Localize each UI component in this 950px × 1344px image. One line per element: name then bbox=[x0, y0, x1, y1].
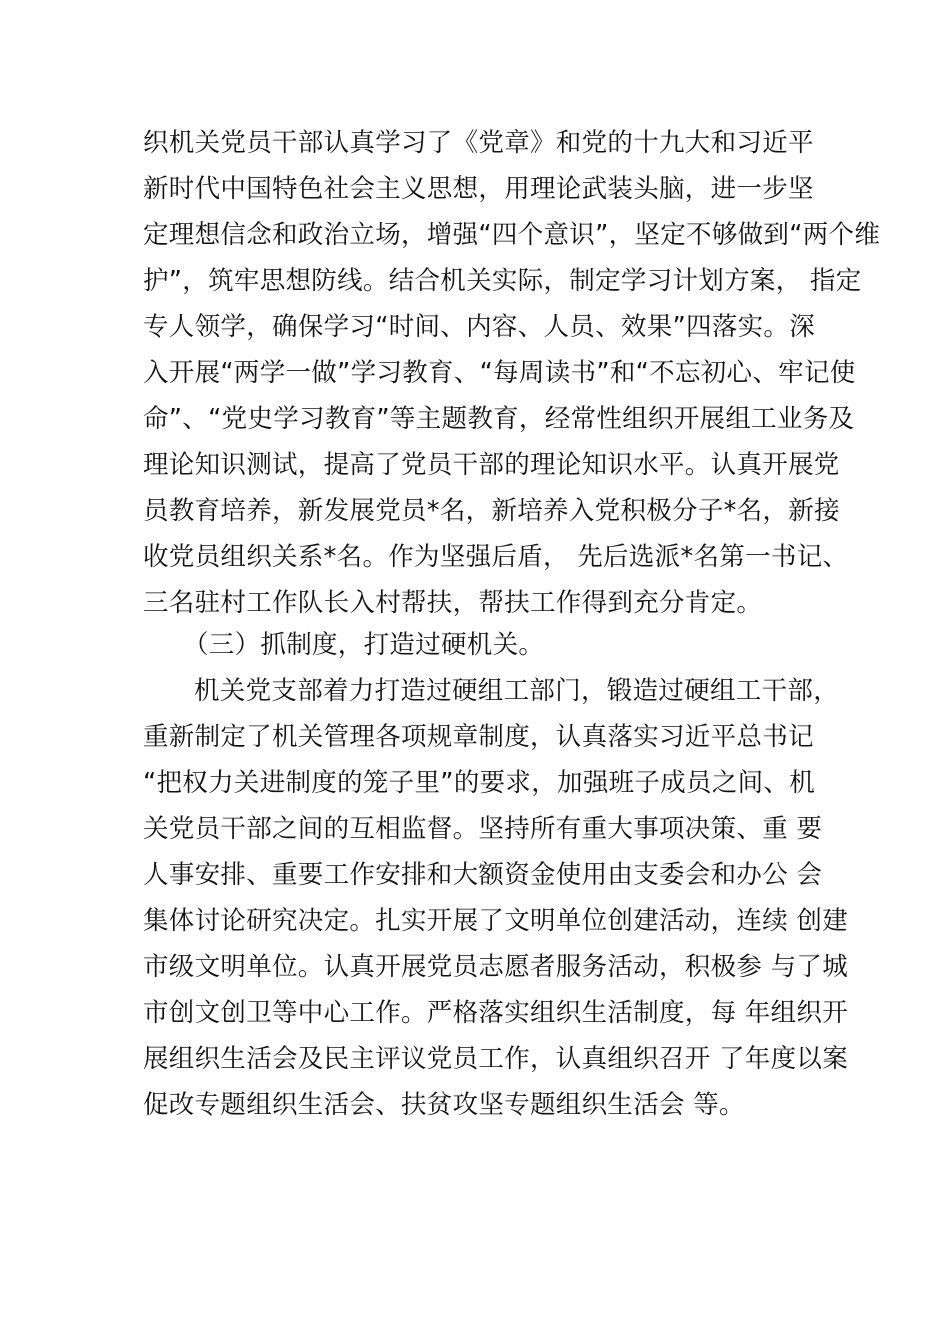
body-text-line: 专人领学，确保学习“时间、内容、人员、效果”四落实。深 bbox=[143, 312, 816, 342]
body-text-line: 集体讨论研究决定。扎实开展了文明单位创建活动，连续 创建 bbox=[143, 906, 849, 936]
body-text-line: 定理想信念和政治立场，增强“四个意识”，坚定不够做到“两个维 bbox=[143, 220, 881, 250]
body-text-line: 展组织生活会及民主评议党员工作，认真组织召开 了年度以案 bbox=[143, 1044, 849, 1074]
body-text-line: 新时代中国特色社会主义思想，用理论武装头脑，进一步坚 bbox=[143, 174, 814, 204]
body-text-line: 理论知识测试，提高了党员干部的理论知识水平。认真开展党 bbox=[143, 450, 840, 480]
body-text-line: 机关党支部着力打造过硬组工部门，锻造过硬组工干部， bbox=[194, 676, 840, 706]
body-text-line: 收党员组织关系*名。作为坚强后盾， 先后选派*名第一书记、 bbox=[143, 542, 849, 572]
body-text-line: 关党员干部之间的互相监督。坚持所有重大事项决策、重 要 bbox=[143, 814, 823, 844]
body-text-line: 促改专题组织生活会、扶贫攻坚专题组织生活会 等。 bbox=[143, 1090, 745, 1120]
body-text-line: 护”，筑牢思想防线。结合机关实际，制定学习计划方案， 指定 bbox=[143, 266, 862, 296]
body-text-line: 市创文创卫等中心工作。严格落实组织生活制度，每 年组织开 bbox=[143, 998, 849, 1028]
body-text-line: 员教育培养，新发展党员*名，新培养入党积极分子*名，新接 bbox=[143, 496, 840, 526]
body-text-line: “把权力关进制度的笼子里”的要求，加强班子成员之间、机 bbox=[143, 768, 816, 798]
body-text-line: 人事安排、重要工作安排和大额资金使用由支委会和办公 会 bbox=[143, 860, 823, 890]
body-text-line: 入开展“两学一做”学习教育、“每周读书”和“不忘初心、牢记使 bbox=[143, 358, 856, 388]
body-text-line: 三名驻村工作队长入村帮扶，帮扶工作得到充分肯定。 bbox=[143, 588, 763, 618]
body-text-line: 重新制定了机关管理各项规章制度，认真落实习近平总书记 bbox=[143, 722, 814, 752]
body-text-line: 市级文明单位。认真开展党员志愿者服务活动，积极参 与了城 bbox=[143, 952, 849, 982]
body-text-line: 织机关党员干部认真学习了《党章》和党的十九大和习近平 bbox=[143, 128, 814, 158]
body-text-line: 命”、“党史学习教育”等主题教育，经常性组织开展组工业务及 bbox=[143, 404, 855, 434]
section-heading: （三）抓制度，打造过硬机关。 bbox=[183, 630, 545, 660]
